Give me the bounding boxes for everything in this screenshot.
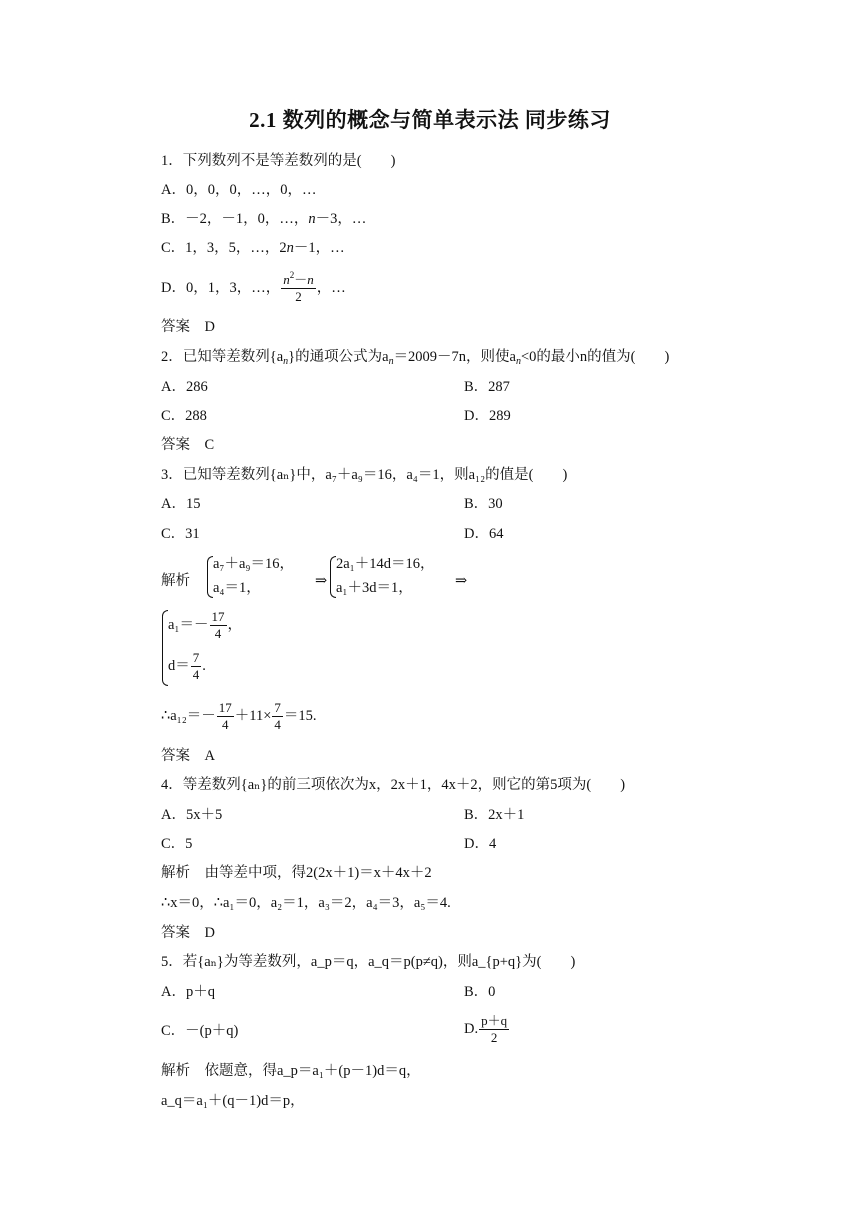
q4-stem: 4．等差数列{aₙ}的前三项依次为x，2x＋1，4x＋2，则它的第5项为( ) <box>161 777 626 793</box>
q2-option-b: B．287 <box>464 379 510 395</box>
q2-stem: 2．已知等差数列$\{a_n\}$的通项公式为$a_n=2009-7n$，则使$a_n<0$的最小n的值为( ) <box>161 349 670 367</box>
q3-option-c: C．31 <box>161 526 200 542</box>
implies-arrow: ⇒ <box>455 573 468 589</box>
q5-jiexi: 解析 依题意，得a_p＝a₁＋(p－1)d＝q， <box>161 1063 421 1079</box>
q4-option-c: C．5 <box>161 836 193 852</box>
fraction: $\frac{n^2-n}{2}$ <box>283 270 314 304</box>
implies-arrow: ⇒ <box>315 573 328 589</box>
q3-option-a: A．15 <box>161 496 201 512</box>
q1-stem: 1．下列数列不是等差数列的是( ) <box>161 153 396 169</box>
q2-option-a: A．286 <box>161 379 208 395</box>
page-title: 2.1 数列的概念与简单表示法 同步练习 <box>249 108 611 132</box>
q1-option-d: D．0，1，3，…， $\frac{n^2-n}{2}$ ，… <box>161 270 346 304</box>
q3-system2-line2: a₁＋3d＝1， <box>336 580 413 596</box>
q5-jiexi-line2: a_q＝a₁＋(q－1)d＝p， <box>161 1093 305 1109</box>
q1-answer: 答案 D <box>161 319 215 335</box>
q1-option-a: A．0，0，0，…，0，… <box>161 182 317 198</box>
q3-system1-line2: a₄＝1， <box>213 580 261 596</box>
q2-option-c: C．288 <box>161 408 207 424</box>
q5-option-a: A．p＋q <box>161 984 215 1000</box>
q4-option-a: A．5x＋5 <box>161 807 223 823</box>
q4-jiexi: 解析 由等差中项，得2(2x＋1)＝x＋4x＋2 <box>161 865 432 881</box>
q1-option-c: C．1，3，5，…，2n－1，… <box>161 240 345 256</box>
q4-option-b: B．2x＋1 <box>464 807 525 823</box>
q4-answer: 答案 D <box>161 925 215 941</box>
q3-result-d: d＝ $\frac{7}{4}$ . <box>168 650 206 682</box>
q4-jiexi-line2: ∴x＝0，∴a₁＝0，a₂＝1，a₃＝2，a₄＝3，a₅＝4. <box>161 895 451 911</box>
q3-option-d: D．64 <box>464 526 504 542</box>
q5-option-d: D. $\frac{p+q}{2}$ <box>464 1013 508 1045</box>
q3-option-b: B．30 <box>464 496 503 512</box>
q3-system1-line1: a₇＋a₉＝16， <box>213 556 294 572</box>
q5-option-c: C．－(p＋q) <box>161 1023 239 1039</box>
q4-option-d: D．4 <box>464 836 497 852</box>
q2-answer: 答案 C <box>161 437 215 453</box>
q3-result-a1: a₁＝－ $\frac{17}{4}$ ， <box>168 609 242 641</box>
q3-system2-line1: 2a₁＋14d＝16， <box>336 556 435 572</box>
q3-jiexi-label: 解析 <box>161 573 190 589</box>
q2-option-d: D．289 <box>464 408 511 424</box>
q5-stem: 5．若{aₙ}为等差数列，a_p＝q，a_q＝p(p≠q)，则a_{p+q}为( ) <box>161 954 576 970</box>
q3-answer: 答案 A <box>161 748 215 764</box>
q3-stem: 3．已知等差数列{aₙ}中，a₇＋a₉＝16，a₄＝1，则a₁₂的值是( ) <box>161 467 568 483</box>
q3-a12-calc: ∴a₁₂＝－ $\frac{17}{4}$ ＋11× $\frac{7}{4}$ ＝15. <box>161 700 317 732</box>
q5-option-b: B．0 <box>464 984 496 1000</box>
q1-option-b: B．－2，－1，0，…，n－3，… <box>161 211 367 227</box>
